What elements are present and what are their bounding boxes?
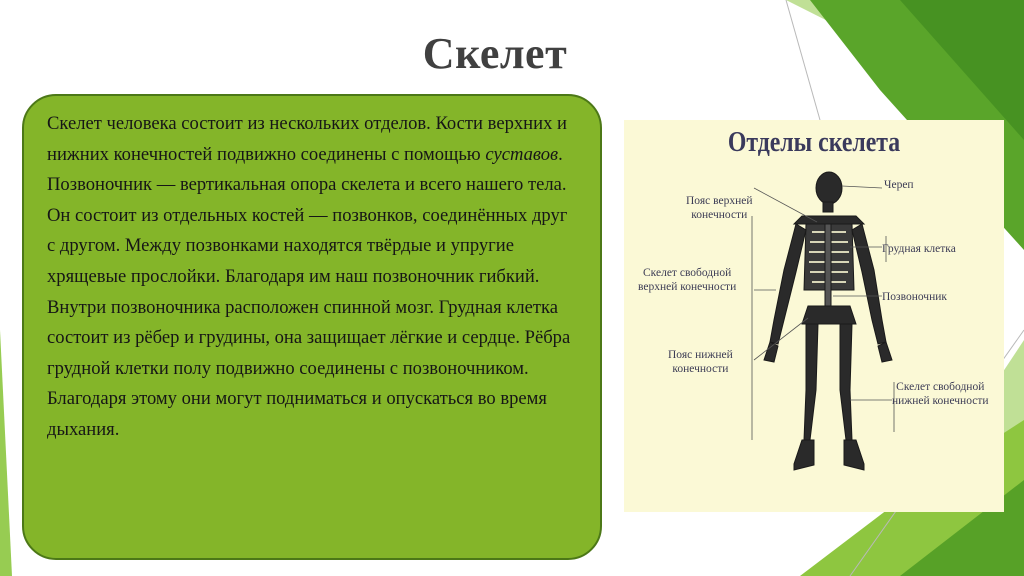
label-spine: Позвоночник: [882, 291, 947, 303]
label-free-upper-limb: [638, 266, 736, 294]
figure-title: Отделы скелета: [727, 126, 901, 158]
label-shoulder-girdle: [686, 194, 752, 222]
label-free-lower-limb-line2: нижней конечности: [892, 395, 989, 407]
skeleton-figure: [624, 120, 1004, 512]
label-skull: Череп: [884, 179, 914, 191]
label-shoulder-girdle-line2: конечности: [691, 209, 748, 221]
label-pelvic-girdle: [668, 348, 733, 376]
label-pelvic-girdle-line1: Пояс нижней: [668, 349, 733, 361]
label-free-lower-limb: [892, 380, 989, 408]
label-free-upper-limb-line2: верхней конечности: [638, 281, 737, 293]
slide-title: Скелет: [422, 29, 568, 78]
body-text-emphasis: суставов: [485, 143, 559, 165]
label-free-lower-limb-line1: Скелет свободной: [896, 381, 985, 393]
skeleton-illustration: [624, 120, 1004, 512]
label-rib-cage: Грудная клетка: [882, 243, 956, 255]
body-text-part2: . Позвоночник — вертикальная опора скелета и всего нашего тела. Он состоит из отдельных костей — позвонков, соединённых друг с другом. Между позвонками находятся твёрдые и упругие хрящевые прослойки. Благодаря им наш позвоночник гибкий. Внутри позвоночника расположен спинной мозг. Грудная клетка состоит из рёбер и грудины, она защищает лёгкие и сердце. Рёбра грудной клетки полу подвижно соединены с позвоночником. Благодаря этому они могут подниматься и опускаться во время дыхания.: [47, 143, 571, 440]
body-text-part1: Скелет человека состоит из нескольких отделов. Кости верхних и нижних конечностей подвижно соединены с помощью: [47, 113, 567, 165]
label-pelvic-girdle-line2: конечности: [672, 363, 729, 375]
text-box: [22, 94, 602, 560]
label-free-upper-limb-line1: Скелет свободной: [643, 267, 732, 279]
label-shoulder-girdle-line1: Пояс верхней: [686, 195, 753, 207]
